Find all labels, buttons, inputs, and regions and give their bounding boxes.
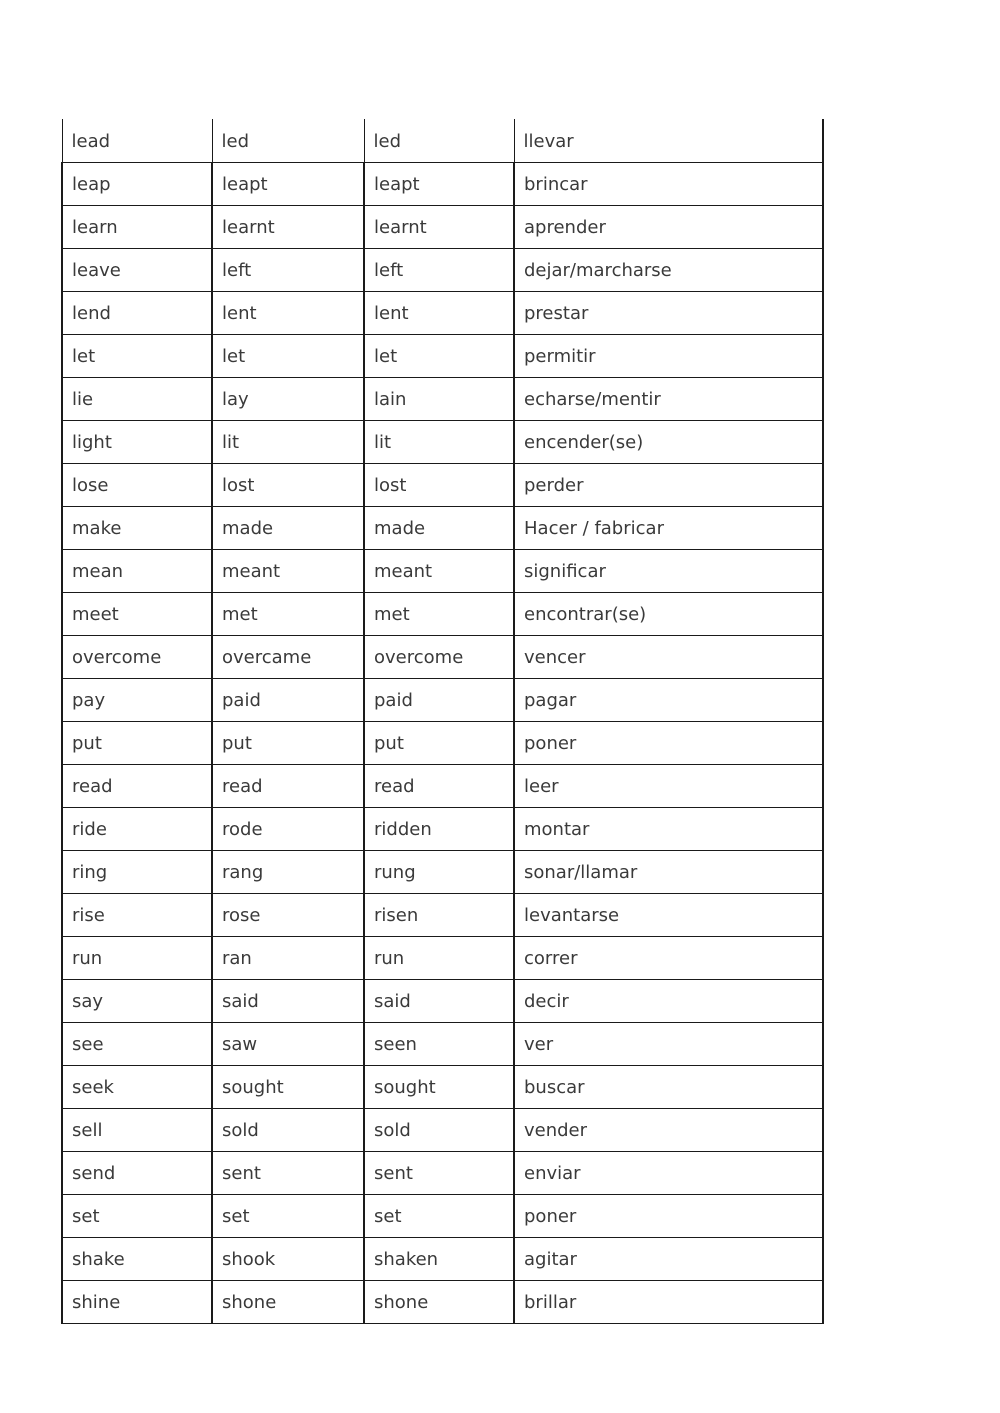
irregular-verbs-table [61, 119, 824, 1324]
translation-cell: enviar [514, 1151, 823, 1194]
translation-cell: encontrar(se) [514, 592, 823, 635]
past-simple-cell: set [212, 1194, 364, 1237]
base-form-cell: sell [62, 1108, 212, 1151]
past-simple-cell: put [212, 721, 364, 764]
past-simple-cell: sold [212, 1108, 364, 1151]
base-form-cell: overcome [62, 635, 212, 678]
past-simple-cell: let [212, 334, 364, 377]
past-participle-cell: learnt [364, 205, 514, 248]
past-participle-cell: run [364, 936, 514, 979]
translation-cell: leer [514, 764, 823, 807]
base-form-cell: mean [62, 549, 212, 592]
past-simple-cell: led [212, 119, 364, 162]
base-form-cell: leave [62, 248, 212, 291]
translation-cell: perder [514, 463, 823, 506]
past-participle-cell: read [364, 764, 514, 807]
past-simple-cell: sent [212, 1151, 364, 1194]
table-row [62, 119, 823, 162]
base-form-cell: ride [62, 807, 212, 850]
past-participle-cell: shone [364, 1280, 514, 1323]
base-form-cell: put [62, 721, 212, 764]
table-row [62, 549, 823, 592]
past-simple-cell: paid [212, 678, 364, 721]
past-participle-cell: ridden [364, 807, 514, 850]
base-form-cell: rise [62, 893, 212, 936]
translation-cell: sonar/llamar [514, 850, 823, 893]
translation-cell: brincar [514, 162, 823, 205]
past-participle-cell: set [364, 1194, 514, 1237]
translation-cell: vender [514, 1108, 823, 1151]
translation-cell: encender(se) [514, 420, 823, 463]
base-form-cell: lead [62, 119, 212, 162]
past-participle-cell: said [364, 979, 514, 1022]
past-simple-cell: rang [212, 850, 364, 893]
translation-cell: brillar [514, 1280, 823, 1323]
table-row [62, 506, 823, 549]
base-form-cell: leap [62, 162, 212, 205]
translation-cell: ver [514, 1022, 823, 1065]
past-simple-cell: rode [212, 807, 364, 850]
past-participle-cell: met [364, 592, 514, 635]
table-row [62, 205, 823, 248]
translation-cell: prestar [514, 291, 823, 334]
base-form-cell: see [62, 1022, 212, 1065]
table-row [62, 764, 823, 807]
table-row [62, 1065, 823, 1108]
translation-cell: permitir [514, 334, 823, 377]
translation-cell: aprender [514, 205, 823, 248]
translation-cell: poner [514, 1194, 823, 1237]
past-simple-cell: read [212, 764, 364, 807]
past-simple-cell: met [212, 592, 364, 635]
table-row [62, 420, 823, 463]
past-simple-cell: ran [212, 936, 364, 979]
base-form-cell: lose [62, 463, 212, 506]
past-participle-cell: put [364, 721, 514, 764]
base-form-cell: ring [62, 850, 212, 893]
base-form-cell: let [62, 334, 212, 377]
past-participle-cell: overcome [364, 635, 514, 678]
past-simple-cell: meant [212, 549, 364, 592]
table-row [62, 377, 823, 420]
past-simple-cell: learnt [212, 205, 364, 248]
base-form-cell: set [62, 1194, 212, 1237]
base-form-cell: shine [62, 1280, 212, 1323]
past-simple-cell: lit [212, 420, 364, 463]
past-simple-cell: said [212, 979, 364, 1022]
past-participle-cell: shaken [364, 1237, 514, 1280]
translation-cell: poner [514, 721, 823, 764]
past-simple-cell: saw [212, 1022, 364, 1065]
past-simple-cell: shone [212, 1280, 364, 1323]
past-participle-cell: rung [364, 850, 514, 893]
translation-cell: montar [514, 807, 823, 850]
past-simple-cell: leapt [212, 162, 364, 205]
past-participle-cell: seen [364, 1022, 514, 1065]
table-row [62, 1194, 823, 1237]
table-row [62, 463, 823, 506]
past-participle-cell: let [364, 334, 514, 377]
table-row [62, 721, 823, 764]
translation-cell: echarse/mentir [514, 377, 823, 420]
past-participle-cell: leapt [364, 162, 514, 205]
table-row [62, 979, 823, 1022]
past-simple-cell: left [212, 248, 364, 291]
base-form-cell: send [62, 1151, 212, 1194]
base-form-cell: seek [62, 1065, 212, 1108]
table-row [62, 635, 823, 678]
past-participle-cell: sought [364, 1065, 514, 1108]
past-simple-cell: lay [212, 377, 364, 420]
translation-cell: correr [514, 936, 823, 979]
past-participle-cell: paid [364, 678, 514, 721]
translation-cell: pagar [514, 678, 823, 721]
verb-table-body [62, 119, 823, 1323]
table-row [62, 1151, 823, 1194]
table-row [62, 162, 823, 205]
past-participle-cell: lit [364, 420, 514, 463]
past-simple-cell: sought [212, 1065, 364, 1108]
translation-cell: llevar [514, 119, 823, 162]
base-form-cell: lie [62, 377, 212, 420]
table-row [62, 807, 823, 850]
base-form-cell: read [62, 764, 212, 807]
past-simple-cell: shook [212, 1237, 364, 1280]
past-participle-cell: lent [364, 291, 514, 334]
translation-cell: Hacer / fabricar [514, 506, 823, 549]
translation-cell: significar [514, 549, 823, 592]
table-row [62, 1108, 823, 1151]
table-row [62, 248, 823, 291]
past-simple-cell: rose [212, 893, 364, 936]
table-row [62, 893, 823, 936]
past-simple-cell: made [212, 506, 364, 549]
past-participle-cell: risen [364, 893, 514, 936]
past-participle-cell: sold [364, 1108, 514, 1151]
past-participle-cell: lain [364, 377, 514, 420]
base-form-cell: lend [62, 291, 212, 334]
table-row [62, 850, 823, 893]
base-form-cell: run [62, 936, 212, 979]
past-participle-cell: sent [364, 1151, 514, 1194]
base-form-cell: meet [62, 592, 212, 635]
base-form-cell: make [62, 506, 212, 549]
table-row [62, 1022, 823, 1065]
past-participle-cell: meant [364, 549, 514, 592]
translation-cell: dejar/marcharse [514, 248, 823, 291]
base-form-cell: learn [62, 205, 212, 248]
table-row [62, 334, 823, 377]
table-row [62, 592, 823, 635]
past-participle-cell: led [364, 119, 514, 162]
table-row [62, 1237, 823, 1280]
base-form-cell: pay [62, 678, 212, 721]
translation-cell: levantarse [514, 893, 823, 936]
table-row [62, 936, 823, 979]
past-participle-cell: left [364, 248, 514, 291]
translation-cell: agitar [514, 1237, 823, 1280]
past-simple-cell: lent [212, 291, 364, 334]
past-simple-cell: overcame [212, 635, 364, 678]
base-form-cell: shake [62, 1237, 212, 1280]
translation-cell: buscar [514, 1065, 823, 1108]
past-participle-cell: lost [364, 463, 514, 506]
past-simple-cell: lost [212, 463, 364, 506]
translation-cell: vencer [514, 635, 823, 678]
table-row [62, 1280, 823, 1323]
table-row [62, 291, 823, 334]
base-form-cell: light [62, 420, 212, 463]
past-participle-cell: made [364, 506, 514, 549]
translation-cell: decir [514, 979, 823, 1022]
base-form-cell: say [62, 979, 212, 1022]
table-row [62, 678, 823, 721]
